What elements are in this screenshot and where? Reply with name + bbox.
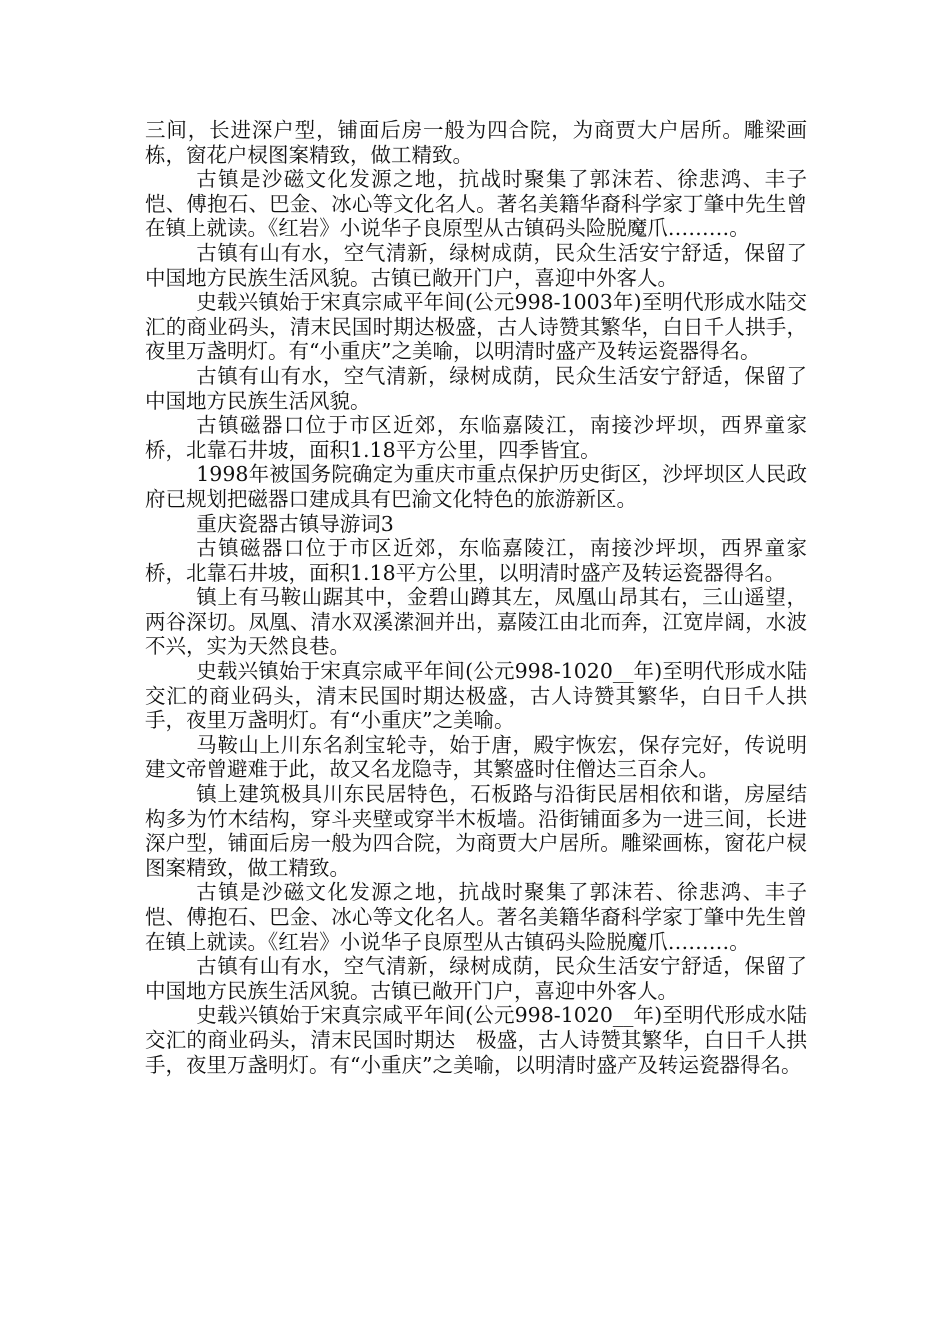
paragraph: 古镇有山有水，空气清新，绿树成荫，民众生活安宁舒适，保留了中国地方民族生活风貌。古镇已敞开门户，喜迎中外客人。 — [145, 954, 807, 1003]
paragraph: 镇上建筑极具川东民居特色，石板路与沿街民居相依和谐，房屋结构多为竹木结构，穿斗夹壁或穿半木板墙。沿街铺面多为一进三间，长进深户型，铺面后房一般为四合院，为商贾大户居所。雕梁画栋，窗花户棂图案精致，做工精致。 — [145, 782, 807, 880]
paragraph: 古镇磁器口位于市区近郊，东临嘉陵江，南接沙坪坝，西界童家桥，北靠石井坡，面积1.18平方公里，以明清时盛产及转运瓷器得名。 — [145, 536, 807, 585]
paragraph: 史载兴镇始于宋真宗咸平年间(公元998-1003年)至明代形成水陆交汇的商业码头，清末民国时期达极盛，古人诗赞其繁华，白日千人拱手，夜里万盏明灯。有“小重庆”之美喻，以明清时盛产及转运瓷器得名。 — [145, 290, 807, 364]
paragraph: 古镇是沙磁文化发源之地，抗战时聚集了郭沫若、徐悲鸿、丰子恺、傅抱石、巴金、冰心等文化名人。著名美籍华裔科学家丁肇中先生曾在镇上就读。《红岩》小说华子良原型从古镇码头险脱魔爪………。 — [145, 167, 807, 241]
paragraph: 史载兴镇始于宋真宗咸平年间(公元998-1020__年)至明代形成水陆交汇的商业码头，清末民国时期达极盛，古人诗赞其繁华，白日千人拱手，夜里万盏明灯。有“小重庆”之美喻。 — [145, 659, 807, 733]
paragraph: 1998年被国务院确定为重庆市重点保护历史街区，沙坪坝区人民政府已规划把磁器口建成具有巴渝文化特色的旅游新区。 — [145, 462, 807, 511]
paragraph: 史载兴镇始于宋真宗咸平年间(公元998-1020__年)至明代形成水陆交汇的商业码头，清末民国时期达 极盛，古人诗赞其繁华，白日千人拱手，夜里万盏明灯。有“小重庆”之美喻，以明清时盛产及转运瓷器得名。 — [145, 1003, 807, 1077]
paragraph: 三间，长进深户型，铺面后房一般为四合院，为商贾大户居所。雕梁画栋，窗花户棂图案精致，做工精致。 — [145, 118, 807, 167]
document-body — [145, 118, 807, 1077]
paragraph: 古镇有山有水，空气清新，绿树成荫，民众生活安宁舒适，保留了中国地方民族生活风貌。 — [145, 363, 807, 413]
paragraph: 古镇是沙磁文化发源之地，抗战时聚集了郭沫若、徐悲鸿、丰子恺、傅抱石、巴金、冰心等文化名人。著名美籍华裔科学家丁肇中先生曾在镇上就读。《红岩》小说华子良原型从古镇码头险脱魔爪………。 — [145, 880, 807, 954]
paragraph: 镇上有马鞍山踞其中，金碧山蹲其左，凤凰山昂其右，三山遥望，两谷深切。凤凰、清水双溪潆洄并出，嘉陵江由北而奔，江宽岸阔，水波不兴，实为天然良巷。 — [145, 585, 807, 659]
paragraph: 马鞍山上川东名刹宝轮寺，始于唐，殿宇恢宏，保存完好，传说明建文帝曾避难于此，故又名龙隐寺，其繁盛时住僧达三百余人。 — [145, 732, 807, 782]
section-heading: 重庆瓷器古镇导游词3 — [196, 511, 394, 536]
paragraph: 古镇有山有水，空气清新，绿树成荫，民众生活安宁舒适，保留了中国地方民族生活风貌。古镇已敞开门户，喜迎中外客人。 — [145, 240, 807, 290]
paragraph: 古镇磁器口位于市区近郊，东临嘉陵江，南接沙坪坝，西界童家桥，北靠石井坡，面积1.18平方公里，四季皆宜。 — [145, 413, 807, 462]
